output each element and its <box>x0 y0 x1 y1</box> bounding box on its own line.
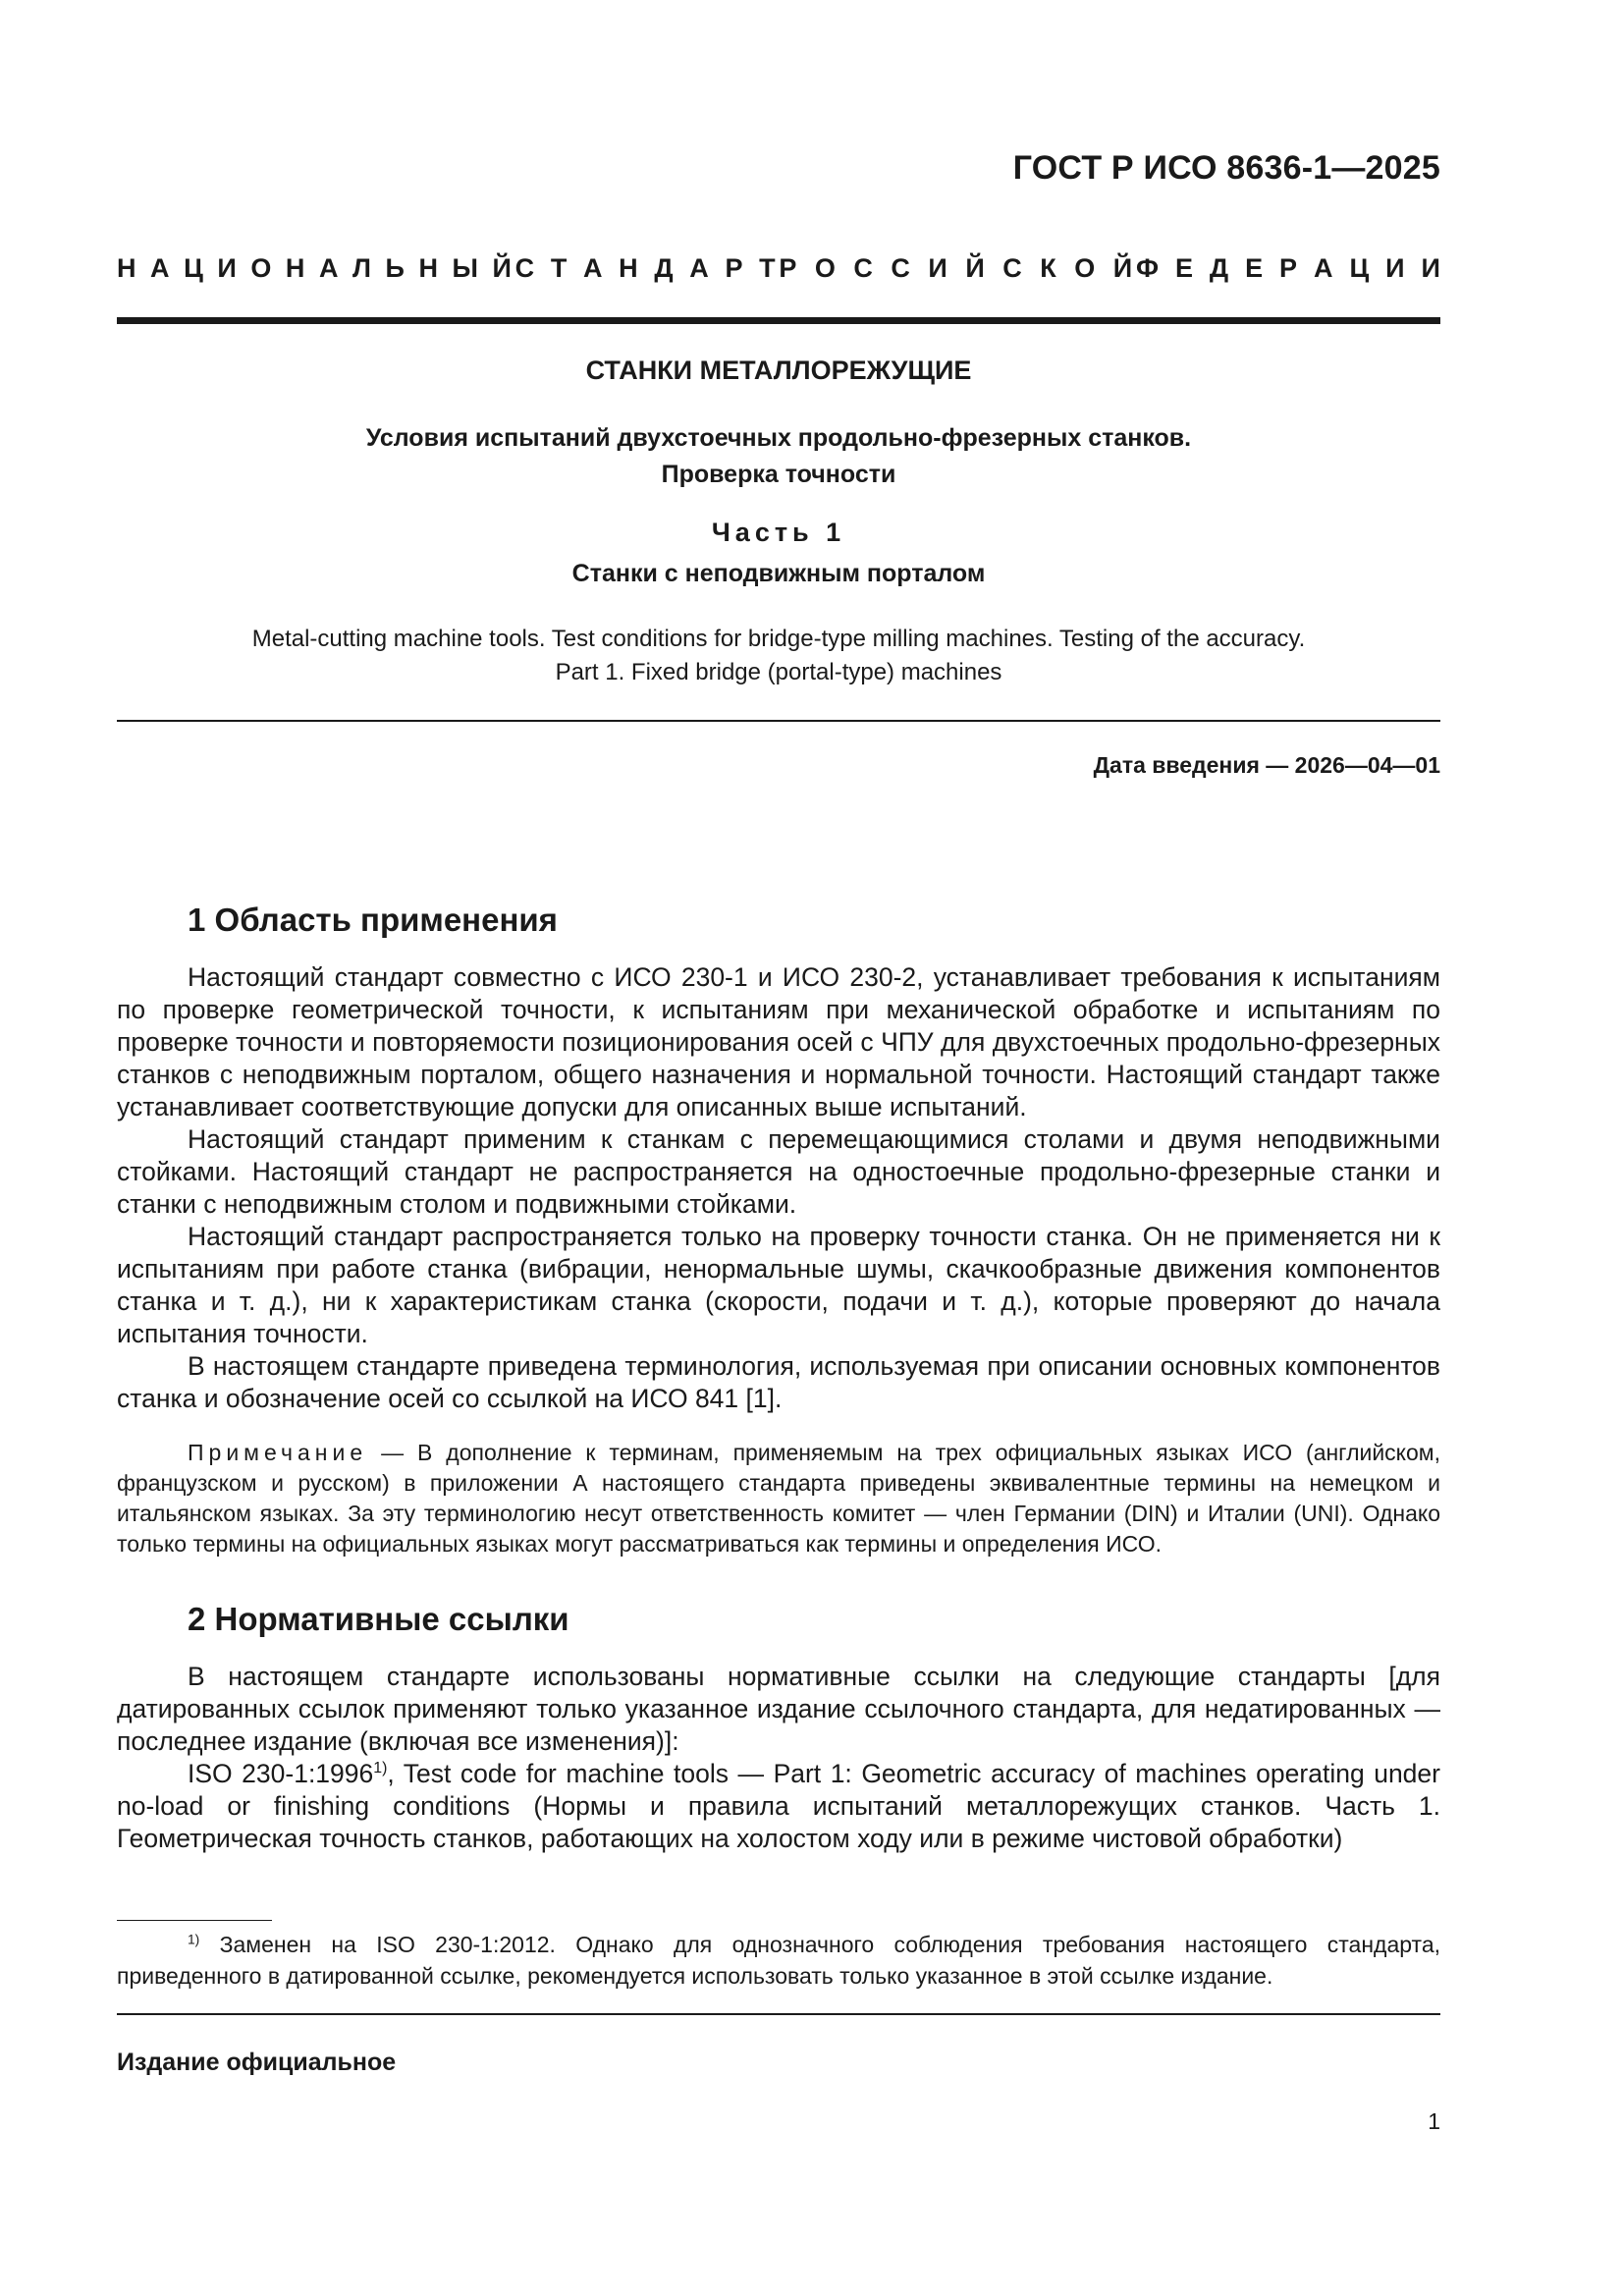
banner-word <box>117 253 512 284</box>
paragraph: Настоящий стандарт распространяется только на проверку точности станка. Он не применяется ни к испытаниям при работе станка (вибрации, ненормальные шумы, скачкообразные движения компонентов станка и т. д.), ни к характеристикам станка (скорости, подачи и т. д.), которые проверяют до начала испытания точности. <box>117 1222 1440 1348</box>
paragraph: Настоящий стандарт применим к станкам с перемещающимися столами и двумя неподвижными стойками. Настоящий стандарт не распространяется на одностоечные продольно-фрезерные станки и станки с неподвижным столом и подвижными стойками. <box>117 1124 1440 1219</box>
page-number: 1 <box>1428 2108 1440 2134</box>
national-standard-banner <box>117 253 1440 284</box>
banner-letter: С <box>853 253 873 283</box>
banner-letter: Н <box>418 253 438 283</box>
footnote <box>117 1929 1440 1992</box>
banner-letter: Р <box>1279 253 1298 283</box>
paragraph: В настоящем стандарте приведена терминология, используемая при описании основных компонентов станка и обозначение осей со ссылкой на ИСО 841 [1]. <box>117 1351 1440 1413</box>
footer-rule <box>117 2013 1440 2015</box>
main-title: СТАНКИ МЕТАЛЛОРЕЖУЩИЕ <box>585 355 972 385</box>
header-thick-rule <box>117 317 1440 324</box>
banner-letter: Н <box>117 253 136 283</box>
banner-word <box>515 253 776 284</box>
banner-letter: А <box>318 253 339 283</box>
banner-letter: Р <box>725 253 743 283</box>
footnote-reference-mark[interactable]: 1) <box>373 1760 388 1777</box>
english-title-line: Part 1. Fixed bridge (portal-type) machines <box>555 659 1002 685</box>
note-text: — В дополнение к терминам, применяемым на трех официальных языках ИСО (английском, французском и русском) в приложении А настоящего стандарта приведены эквивалентные термины на немецком и итальянском языках. За эту терминологию несут ответственность комитет — член Германии (DIN) и Италии (UNI). Однако только термины на официальных языках могут рассматриваться как термины и определения ИСО. <box>117 1440 1440 1557</box>
section-heading-normative-references: 2 Нормативные ссылки <box>188 1601 569 1637</box>
title-divider-rule <box>117 720 1440 722</box>
banner-word <box>779 253 1132 284</box>
official-edition-label: Издание официальное <box>117 2049 397 2076</box>
banner-word <box>1136 253 1440 284</box>
banner-letter: И <box>1385 253 1405 283</box>
banner-letter: С <box>1002 253 1022 283</box>
footnote-mark: 1) <box>188 1932 200 1947</box>
introduction-date: Дата введения — 2026—04—01 <box>1093 752 1440 778</box>
banner-letter: А <box>150 253 170 283</box>
banner-letter: К <box>1040 253 1056 283</box>
english-title <box>117 623 1440 689</box>
banner-letter: Д <box>1209 253 1229 283</box>
note-label: Примечание <box>188 1440 368 1465</box>
banner-letter: Д <box>654 253 674 283</box>
part-label: Часть 1 <box>711 518 846 547</box>
banner-letter: И <box>928 253 947 283</box>
section-scope-body <box>117 961 1440 1415</box>
reference-entry <box>117 1758 1440 1855</box>
section-references-body <box>117 1661 1440 1855</box>
document-number: ГОСТ Р ИСО 8636-1—2025 <box>1012 149 1440 187</box>
banner-letter: Р <box>779 253 797 283</box>
note <box>117 1438 1440 1559</box>
section-heading-scope: 1 Область применения <box>188 902 558 938</box>
footnote-text: Заменен на ISO 230-1:2012. Однако для однозначного соблюдения требования настоящего стандарта, приведенного в датированной ссылке, рекомендуется использовать только указанное в этой ссылке издание. <box>117 1932 1440 1989</box>
banner-letter: Й <box>1112 253 1133 283</box>
banner-letter: Ц <box>1349 253 1370 283</box>
banner-letter: С <box>891 253 910 283</box>
subtitle <box>117 420 1440 493</box>
banner-letter: Е <box>1245 253 1264 283</box>
banner-letter: О <box>250 253 272 283</box>
banner-letter: Ф <box>1135 253 1160 283</box>
paragraph: Настоящий стандарт совместно с ИСО 230-1 и ИСО 230-2, устанавливает требования к испытаниям по проверке геометрической точности, к испытаниям при механической обработке и испытаниям по проверке точности и повторяемости позиционирования осей с ЧПУ для двухстоечных продольно-фрезерных станков с неподвижным порталом, общего назначения и нормальной точности. Настоящий стандарт также устанавливает соответствующие допуски для описанных выше испытаний. <box>117 962 1440 1121</box>
banner-letter: Й <box>965 253 985 283</box>
banner-letter: Ь <box>385 253 405 283</box>
paragraph: В настоящем стандарте использованы нормативные ссылки на следующие стандарты [для датированных ссылок применяют только указанное издание ссылочного стандарта, для недатированных — последнее издание (включая все изменения)]: <box>117 1662 1440 1756</box>
banner-letter: И <box>217 253 237 283</box>
english-title-line: Metal-cutting machine tools. Test conditions for bridge-type milling machines. Testing of the accuracy. <box>251 626 1306 652</box>
footnote-separator <box>117 1920 272 1921</box>
banner-letter: А <box>1314 253 1333 283</box>
reference-code: ISO 230-1:1996 <box>188 1759 374 1788</box>
banner-letter: Т <box>759 253 776 283</box>
banner-letter: О <box>1074 253 1096 283</box>
banner-letter: Й <box>492 253 512 283</box>
subtitle-line: Проверка точности <box>661 461 896 488</box>
banner-letter: И <box>1421 253 1440 283</box>
subtitle-line: Условия испытаний двухстоечных продольно-фрезерных станков. <box>365 424 1192 452</box>
banner-letter: С <box>514 253 535 283</box>
banner-letter: Ц <box>184 253 203 283</box>
banner-letter: Т <box>550 253 568 283</box>
reference-text: , Test code for machine tools — Part 1: Geometric accuracy of machines operating under no-load or finishing conditions (Нормы и правила испытаний металлорежущих станков. Часть 1. Геометрическая точность станков, работающих на холостом ходу или в режиме чистовой обработки) <box>117 1759 1440 1853</box>
banner-letter: Н <box>285 253 305 283</box>
banner-letter: Л <box>352 253 371 283</box>
banner-letter: А <box>689 253 709 283</box>
banner-letter: О <box>814 253 836 283</box>
banner-letter: А <box>583 253 603 283</box>
banner-letter: Н <box>619 253 638 283</box>
part-title: Станки с неподвижным порталом <box>571 560 986 587</box>
banner-letter: Е <box>1174 253 1193 283</box>
banner-letter: Ы <box>452 253 478 283</box>
